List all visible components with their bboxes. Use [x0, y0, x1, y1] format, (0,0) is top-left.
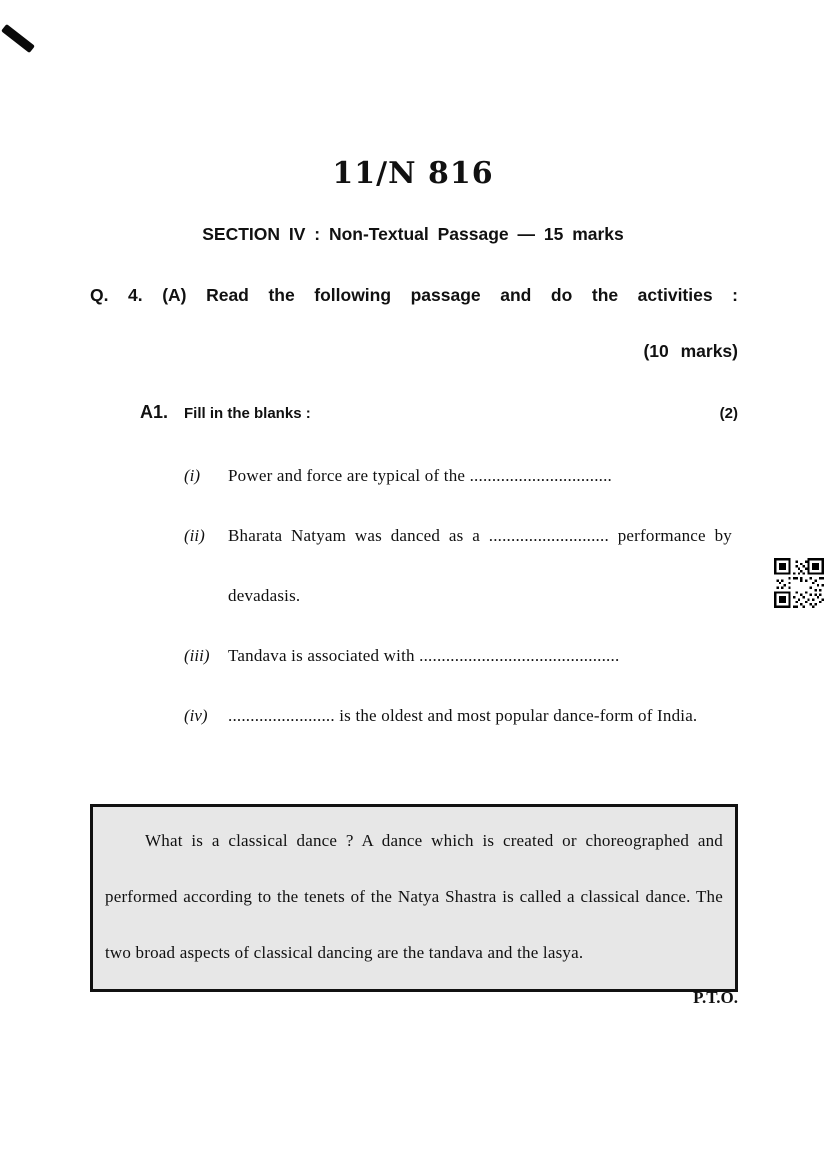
item-number: (i) — [184, 466, 201, 485]
list-item — [184, 506, 732, 626]
item-text: Bharata Natyam was danced as a ........................... performance by devadasis. — [228, 526, 732, 605]
item-text: ........................ is the oldest and most popular dance-form of India. — [228, 706, 698, 725]
paper-code: 11/N 816 — [332, 156, 494, 191]
pto-label: P.T.O. — [693, 988, 738, 1007]
list-item — [184, 626, 732, 686]
item-number: (iv) — [184, 706, 208, 725]
item-number: (iii) — [184, 646, 210, 665]
qr-code-icon — [774, 558, 824, 608]
question-line: Q. 4. (A) Read the following passage and do the activities : — [90, 285, 738, 305]
section-heading: SECTION IV : Non-Textual Passage — 15 marks — [202, 224, 624, 244]
passage-text: What is a classical dance ? A dance which is created or choreographed and performed according to the tenets of the Natya Shastra is called a classical dance. The two broad aspects of classical dancing are the tandava and the lasya. — [105, 831, 723, 962]
fill-in-the-blanks-list — [184, 446, 732, 746]
item-text: Tandava is associated with ............................................. — [228, 646, 620, 665]
activity-a1-label: A1. — [140, 402, 169, 422]
list-item — [184, 686, 732, 746]
activity-a1-header — [140, 402, 738, 423]
item-number: (ii) — [184, 526, 205, 545]
activity-a1-marks: (2) — [719, 405, 738, 422]
item-text: Power and force are typical of the ................................ — [228, 466, 612, 485]
list-item — [184, 446, 732, 506]
activity-a1-title: Fill in the blanks : — [184, 405, 311, 422]
scan-artifact-mark — [1, 24, 35, 53]
question-marks: (10 marks) — [643, 341, 738, 361]
passage-box — [90, 804, 738, 992]
